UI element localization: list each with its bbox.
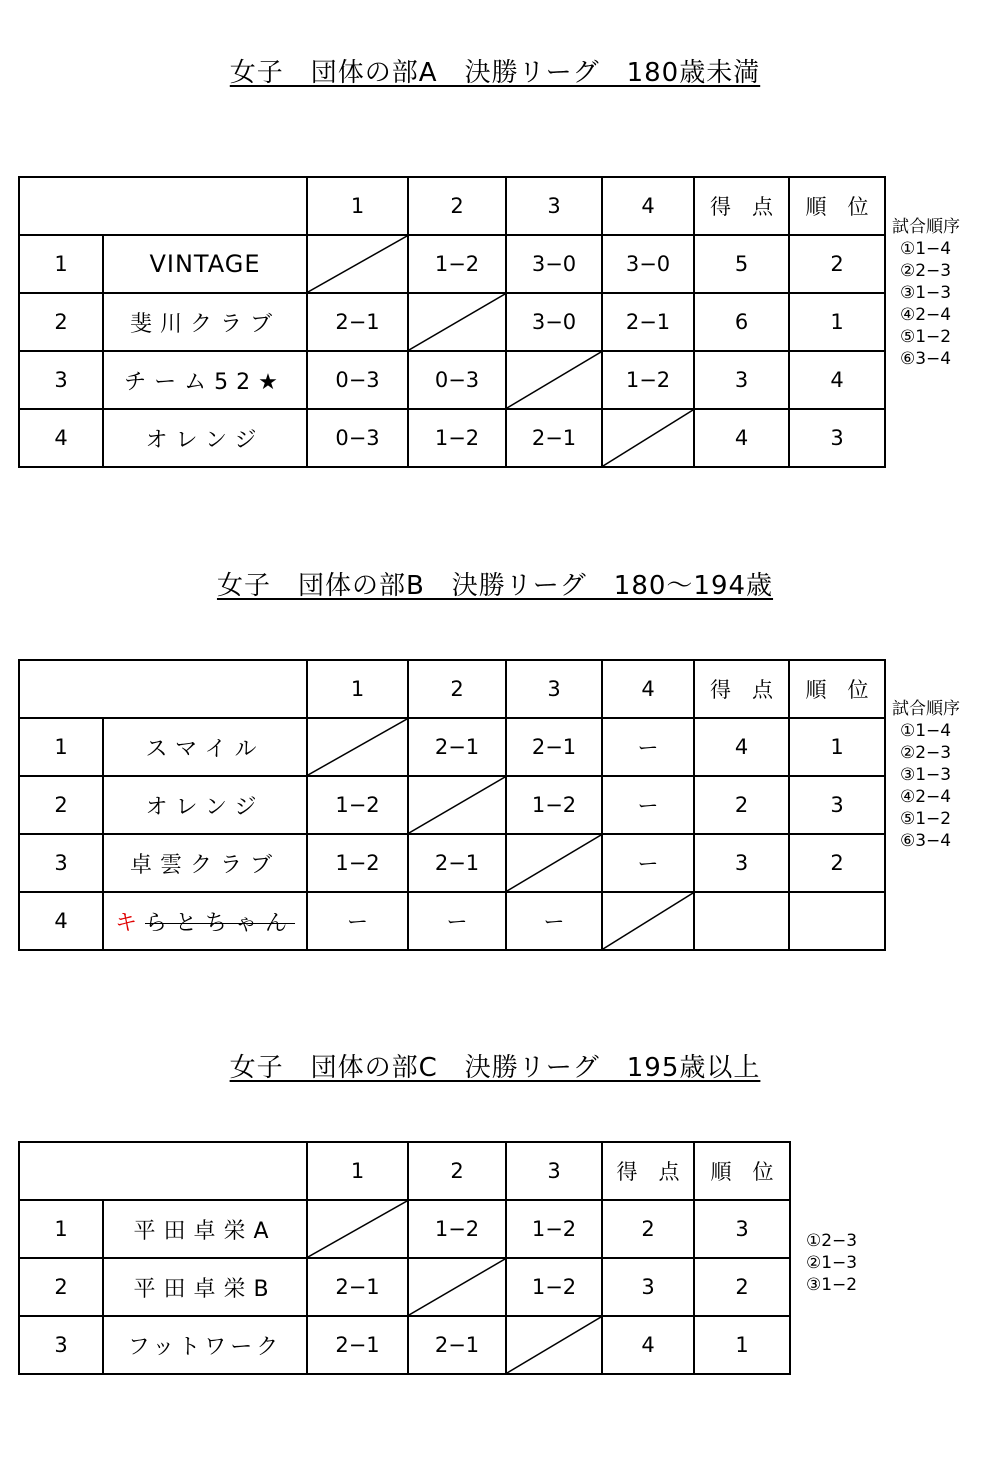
- result-cell: 2−1: [602, 293, 694, 351]
- team-name: チーム52★: [103, 351, 307, 409]
- result-cell: 1−2: [408, 235, 506, 293]
- match-order-item: ⑤1−2: [900, 327, 952, 347]
- result-cell: 1−2: [506, 776, 602, 834]
- table-row: [19, 409, 885, 467]
- match-order-item: ③1−2: [806, 1275, 858, 1295]
- rank-cell: 3: [694, 1200, 790, 1258]
- result-cell: 1−2: [408, 1200, 506, 1258]
- result-cell: 2−1: [506, 409, 602, 467]
- result-cell: ー: [506, 892, 602, 950]
- table-row: [19, 776, 885, 834]
- result-cell: 1−2: [408, 409, 506, 467]
- result-cell: 0−3: [307, 351, 408, 409]
- diagonal-cell: [307, 235, 408, 293]
- rank-cell: 3: [789, 776, 885, 834]
- header-points: 得 点: [694, 660, 789, 718]
- result-cell: 1−2: [307, 834, 408, 892]
- diagonal-cell: [408, 293, 506, 351]
- header-col: 3: [506, 177, 602, 235]
- table-header: [19, 1142, 790, 1200]
- header-rank: 順 位: [789, 177, 885, 235]
- result-cell: 0−3: [408, 351, 506, 409]
- match-order-title: 試合順序: [892, 217, 960, 237]
- team-name: 平田卓栄A: [103, 1200, 307, 1258]
- result-cell: ー: [602, 776, 694, 834]
- diagonal-cell: [408, 776, 506, 834]
- team-name: 平田卓栄B: [103, 1258, 307, 1316]
- points-cell: 3: [602, 1258, 694, 1316]
- rank-cell: 1: [789, 293, 885, 351]
- header-col: 1: [307, 177, 408, 235]
- table-row: [19, 1200, 790, 1258]
- row-number: 4: [19, 409, 103, 467]
- points-cell: 4: [694, 718, 789, 776]
- rank-cell: [789, 892, 885, 950]
- header-col: 2: [408, 660, 506, 718]
- team-name: フットワーク: [103, 1316, 307, 1374]
- header-col: 3: [506, 660, 602, 718]
- header-col: 4: [602, 660, 694, 718]
- match-order-item: ⑥3−4: [900, 349, 952, 369]
- diagonal-cell: [506, 834, 602, 892]
- match-order-item: ②2−3: [900, 743, 952, 763]
- row-number: 1: [19, 718, 103, 776]
- match-order-item: ②2−3: [900, 261, 952, 281]
- result-cell: 1−2: [506, 1258, 602, 1316]
- header-col: 3: [506, 1142, 602, 1200]
- result-cell: 2−1: [307, 293, 408, 351]
- result-cell: 2−1: [408, 718, 506, 776]
- table-row: [19, 1258, 790, 1316]
- diagonal-cell: [602, 409, 694, 467]
- points-cell: 2: [694, 776, 789, 834]
- team-name: オレンジ: [103, 776, 307, 834]
- table-header: [19, 177, 885, 235]
- row-number: 2: [19, 776, 103, 834]
- table-header: [19, 660, 885, 718]
- row-number: 2: [19, 1258, 103, 1316]
- match-order-item: ⑤1−2: [900, 809, 952, 829]
- result-cell: ー: [602, 718, 694, 776]
- diagonal-cell: [307, 1200, 408, 1258]
- match-order-b: [892, 698, 960, 852]
- league-table-c: [18, 1141, 791, 1375]
- points-cell: 6: [694, 293, 789, 351]
- result-cell: ー: [408, 892, 506, 950]
- row-number: 3: [19, 834, 103, 892]
- rank-cell: 2: [694, 1258, 790, 1316]
- diagonal-cell: [506, 1316, 602, 1374]
- team-name-first-char: キ: [114, 910, 145, 936]
- match-order-item: ①2−3: [806, 1231, 858, 1251]
- row-number: 1: [19, 235, 103, 293]
- table-row: [19, 1316, 790, 1374]
- header-rank: 順 位: [694, 1142, 790, 1200]
- result-cell: 3−0: [506, 293, 602, 351]
- section-b-title: 女子 団体の部B 決勝リーグ 180〜194歳: [216, 571, 774, 601]
- match-order-item: ③1−3: [900, 283, 952, 303]
- team-name: スマイル: [103, 718, 307, 776]
- diagonal-cell: [307, 718, 408, 776]
- team-name: VINTAGE: [103, 235, 307, 293]
- row-number: 2: [19, 293, 103, 351]
- table-row: [19, 892, 885, 950]
- points-cell: 3: [694, 351, 789, 409]
- header-points: 得 点: [694, 177, 789, 235]
- match-order-item: ③1−3: [900, 765, 952, 785]
- match-order-item: ④2−4: [900, 787, 952, 807]
- diagonal-cell: [602, 892, 694, 950]
- result-cell: 3−0: [506, 235, 602, 293]
- team-name: 斐川クラブ: [103, 293, 307, 351]
- team-name: オレンジ: [103, 409, 307, 467]
- result-cell: 1−2: [307, 776, 408, 834]
- points-cell: [694, 892, 789, 950]
- result-cell: ー: [307, 892, 408, 950]
- table-row: [19, 834, 885, 892]
- section-a-title: 女子 団体の部A 決勝リーグ 180歳未満: [229, 58, 761, 88]
- diagonal-cell: [408, 1258, 506, 1316]
- row-number: 4: [19, 892, 103, 950]
- match-order-item: ①1−4: [900, 239, 952, 259]
- rank-cell: 2: [789, 235, 885, 293]
- result-cell: ー: [602, 834, 694, 892]
- header-col: 2: [408, 1142, 506, 1200]
- rank-cell: 4: [789, 351, 885, 409]
- team-name: 卓雲クラブ: [103, 834, 307, 892]
- result-cell: 2−1: [307, 1258, 408, 1316]
- result-cell: 3−0: [602, 235, 694, 293]
- header-points: 得 点: [602, 1142, 694, 1200]
- rank-cell: 2: [789, 834, 885, 892]
- header-col: 1: [307, 1142, 408, 1200]
- match-order-item: ②1−3: [806, 1253, 858, 1273]
- table-row: [19, 235, 885, 293]
- result-cell: 1−2: [602, 351, 694, 409]
- table-row: [19, 718, 885, 776]
- row-number: 1: [19, 1200, 103, 1258]
- result-cell: 0−3: [307, 409, 408, 467]
- diagonal-cell: [506, 351, 602, 409]
- table-row: [19, 351, 885, 409]
- header-rank: 順 位: [789, 660, 885, 718]
- result-cell: 1−2: [506, 1200, 602, 1258]
- header-col: 2: [408, 177, 506, 235]
- rank-cell: 1: [789, 718, 885, 776]
- match-order-title: 試合順序: [892, 699, 960, 719]
- match-order-a: [892, 216, 960, 370]
- points-cell: 4: [602, 1316, 694, 1374]
- team-name-rest: らとちゃん: [145, 910, 296, 936]
- result-cell: 2−1: [408, 834, 506, 892]
- league-table-a: [18, 176, 886, 468]
- points-cell: 2: [602, 1200, 694, 1258]
- result-cell: 2−1: [408, 1316, 506, 1374]
- header-col: 4: [602, 177, 694, 235]
- match-order-item: ①1−4: [900, 721, 952, 741]
- points-cell: 4: [694, 409, 789, 467]
- header-col: 1: [307, 660, 408, 718]
- team-name: [103, 892, 307, 950]
- league-table-b: [18, 659, 886, 951]
- match-order-item: ⑥3−4: [900, 831, 952, 851]
- rank-cell: 3: [789, 409, 885, 467]
- points-cell: 5: [694, 235, 789, 293]
- result-cell: 2−1: [506, 718, 602, 776]
- section-c-title: 女子 団体の部C 決勝リーグ 195歳以上: [229, 1053, 761, 1083]
- row-number: 3: [19, 1316, 103, 1374]
- match-order-item: ④2−4: [900, 305, 952, 325]
- result-cell: 2−1: [307, 1316, 408, 1374]
- row-number: 3: [19, 351, 103, 409]
- match-order-c: [806, 1230, 857, 1296]
- table-row: [19, 293, 885, 351]
- rank-cell: 1: [694, 1316, 790, 1374]
- points-cell: 3: [694, 834, 789, 892]
